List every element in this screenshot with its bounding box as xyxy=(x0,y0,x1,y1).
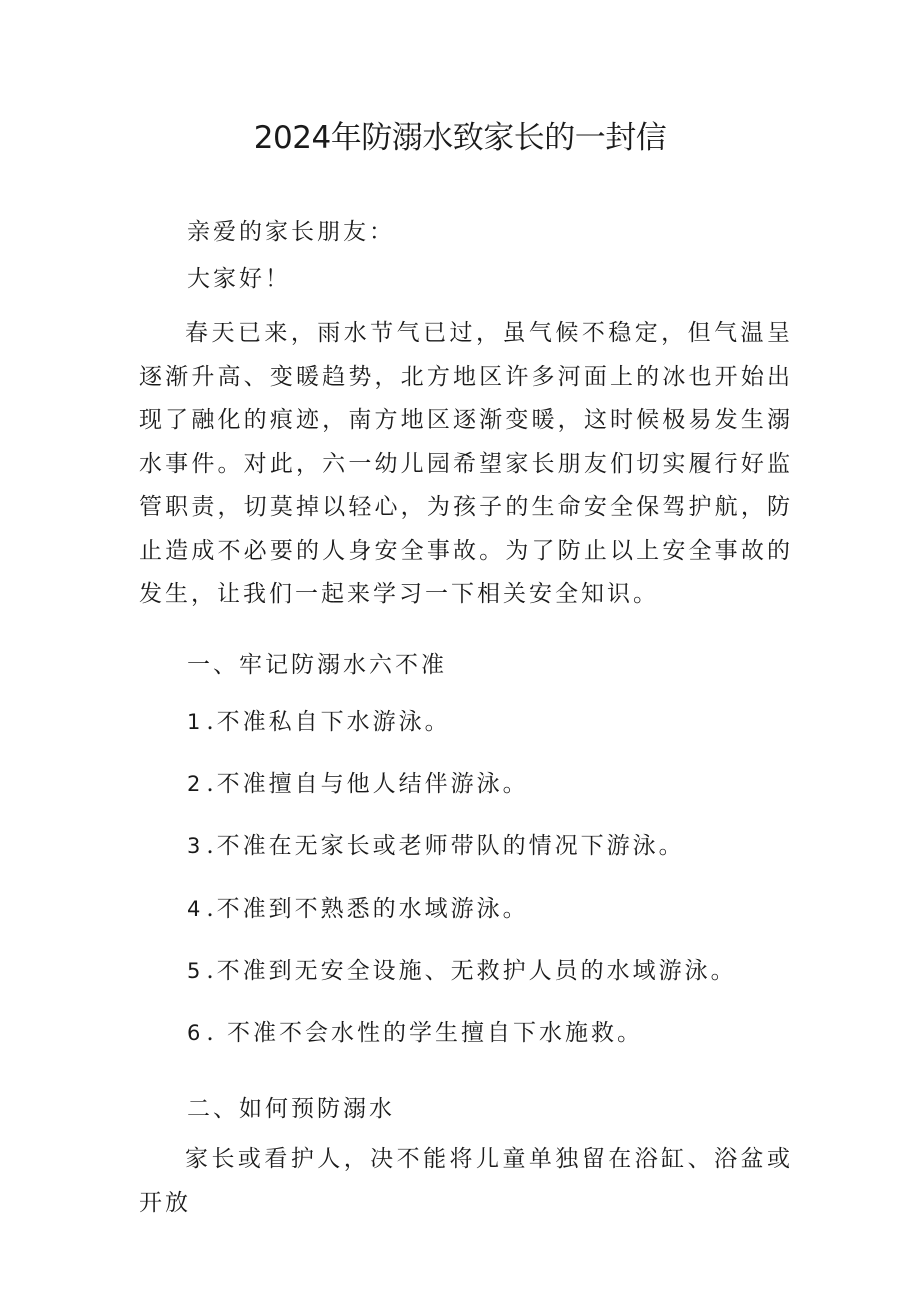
rule-number: 5 xyxy=(187,959,201,983)
intro-paragraph: 春天已来，雨水节气已过，虽气候不稳定，但气温呈逐渐升高、变暖趋势，北方地区许多河面上的冰也开始出现了融化的痕迹，南方地区逐渐变暖，这时候极易发生溺水事件。对此，六一幼儿园希望家长朋友们切实履行好监管职责，切莫掉以轻心，为孩子的生命安全保驾护航，防止造成不必要的人身安全事故。为了防止以上安全事故的发生，让我们一起来学习一下相关安全知识。 xyxy=(139,320,793,607)
rule-text: .不准到不熟悉的水域游泳。 xyxy=(206,896,529,922)
rule-item-6 xyxy=(187,1016,643,1050)
rule-number: 6 xyxy=(187,1021,201,1045)
section1-heading: 一、牢记防溺水六不准 xyxy=(187,652,447,678)
rule-number: 4 xyxy=(187,897,201,921)
rule-text: . 不准不会水性的学生擅自下水施救。 xyxy=(206,1020,643,1046)
rule-text: .不准私自下水游泳。 xyxy=(206,709,451,735)
rule-item-1 xyxy=(187,705,451,739)
rule-item-5 xyxy=(187,954,737,988)
rule-item-2 xyxy=(187,767,529,801)
section2-heading: 二、如何预防溺水 xyxy=(187,1096,395,1122)
rule-number: 3 xyxy=(187,834,201,858)
document-title: 2024年防溺水致家长的一封信 xyxy=(253,120,667,156)
rule-text: .不准擅自与他人结伴游泳。 xyxy=(206,771,529,797)
salutation: 亲爱的家长朋友： xyxy=(187,219,395,245)
section2-paragraph: 家长或看护人，决不能将儿童单独留在浴缸、浴盆或开放 xyxy=(139,1146,793,1216)
rule-text: .不准在无家长或老师带队的情况下游泳。 xyxy=(206,833,685,859)
greeting: 大家好！ xyxy=(187,266,291,292)
rule-number: 2 xyxy=(187,772,201,796)
rule-item-3 xyxy=(187,829,685,863)
rule-text: .不准到无安全设施、无救护人员的水域游泳。 xyxy=(206,958,737,984)
rule-number: 1 xyxy=(187,710,201,734)
rule-item-4 xyxy=(187,892,529,926)
